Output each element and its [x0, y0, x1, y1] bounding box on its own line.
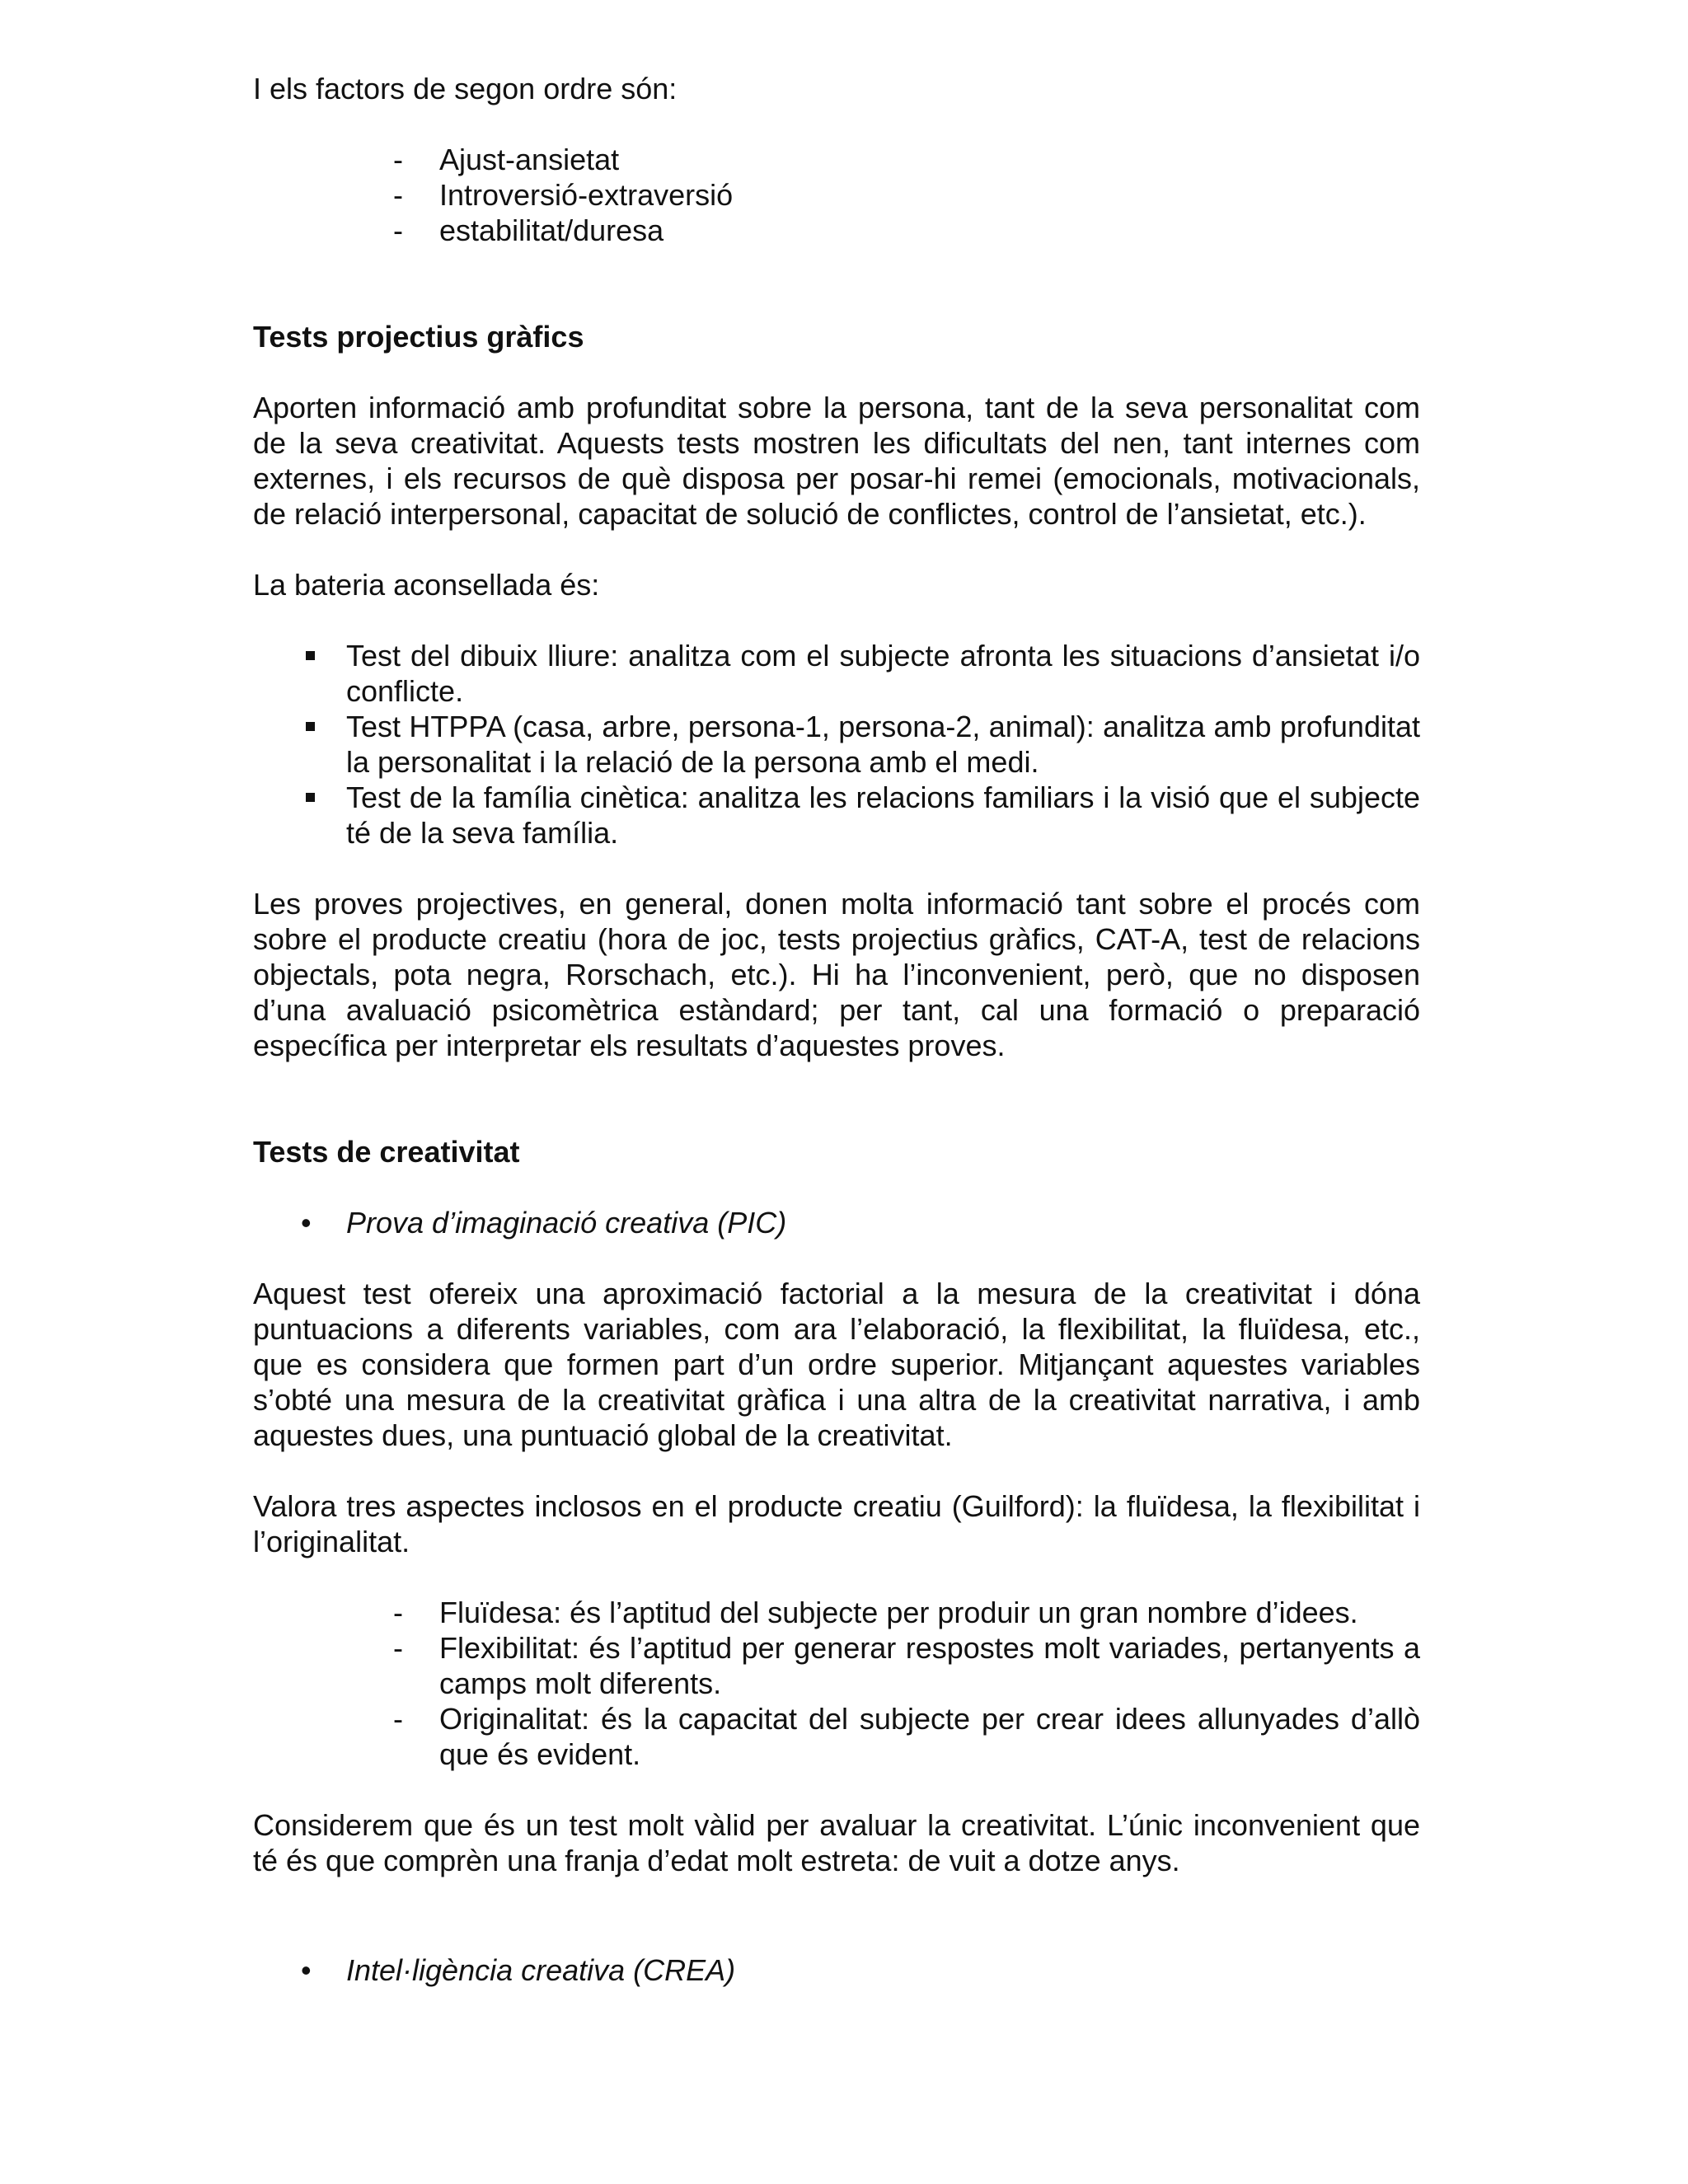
- round-bullet-icon: •: [301, 1953, 312, 1987]
- test-title-pic: • Prova d’imaginació creativa (PIC): [301, 1206, 787, 1240]
- dash-marker: -: [393, 143, 403, 176]
- dash-marker: -: [393, 213, 403, 247]
- list-item: Test HTPPA (casa, arbre, persona-1, persona-2, animal): analitza amb profunditat la personalitat i la relació de la persona amb el medi.: [253, 709, 1420, 780]
- test-title-crea: • Intel·ligència creativa (CREA): [301, 1953, 736, 1987]
- list-item: - Flexibilitat: és l’aptitud per generar respostes molt variades, pertanyents a camps molt diferents.: [393, 1631, 1420, 1700]
- paragraph: La bateria aconsellada és:: [253, 568, 600, 602]
- creative-aspects-list: [253, 1595, 1420, 1772]
- document-page: [253, 71, 1420, 1988]
- list-item: - Fluïdesa: és l’aptitud del subjecte per produir un gran nombre d’idees.: [393, 1596, 1358, 1629]
- battery-list: [253, 638, 1420, 851]
- list-item: Test del dibuix lliure: analitza com el subjecte afronta les situacions d’ansietat i/o conflicte.: [253, 638, 1420, 709]
- list-item: - Ajust-ansietat: [393, 143, 620, 176]
- round-bullet-icon: •: [301, 1206, 312, 1240]
- section-heading-projective-tests: Tests projectius gràfics: [253, 320, 584, 354]
- dash-marker: -: [393, 1702, 403, 1736]
- second-order-factors-list: [253, 142, 1420, 248]
- list-item: Test de la família cinètica: analitza les relacions familiars i la visió que el subjecte té de la seva família.: [253, 780, 1420, 851]
- dash-marker: -: [393, 1596, 403, 1629]
- square-bullet-icon: [306, 722, 315, 731]
- square-bullet-icon: [306, 651, 315, 660]
- intro-text: I els factors de segon ordre són:: [253, 72, 678, 105]
- paragraph: Aquest test ofereix una aproximació factorial a la mesura de la creativitat i dóna puntuacions a diferents variables, com ara l’elaboració, la flexibilitat, la fluïdesa, etc., que es considera que formen part d’un ordre superior. Mitjançant aquestes variables s’obté una mesura de la creativitat gràfica i una altra de la creativitat narrativa, i amb aquestes dues, una puntuació global de la creativitat.: [253, 1277, 1420, 1452]
- list-item: - Originalitat: és la capacitat del subjecte per crear idees allunyades d’allò que és evident.: [393, 1702, 1420, 1771]
- section-heading-creativity-tests: Tests de creativitat: [253, 1135, 520, 1169]
- dash-marker: -: [393, 178, 403, 212]
- square-bullet-icon: [306, 793, 315, 802]
- list-item: - estabilitat/duresa: [393, 213, 664, 247]
- paragraph: Les proves projectives, en general, donen molta informació tant sobre el procés com sobre el producte creatiu (hora de joc, tests projectius gràfics, CAT-A, test de relacions objectals, pota negra, Rorschach, etc.). Hi ha l’inconvenient, però, que no disposen d’una avaluació psicomètrica estàndard; per tant, cal una formació o preparació específica per interpretar els resultats d’aquestes proves.: [253, 887, 1420, 1062]
- paragraph: Considerem que és un test molt vàlid per avaluar la creativitat. L’únic inconvenient que té és que comprèn una franja d’edat molt estreta: de vuit a dotze anys.: [253, 1808, 1420, 1877]
- paragraph: Valora tres aspectes inclosos en el producte creatiu (Guilford): la fluïdesa, la flexibilitat i l’originalitat.: [253, 1489, 1420, 1558]
- paragraph: Aporten informació amb profunditat sobre la persona, tant de la seva personalitat com de la seva creativitat. Aquests tests mostren les dificultats del nen, tant internes com externes, i els recursos de què disposa per posar-hi remei (emocionals, motivacionals, de relació interpersonal, capacitat de solució de conflictes, control de l’ansietat, etc.).: [253, 391, 1420, 531]
- dash-marker: -: [393, 1631, 403, 1665]
- list-item: - Introversió-extraversió: [393, 178, 734, 212]
